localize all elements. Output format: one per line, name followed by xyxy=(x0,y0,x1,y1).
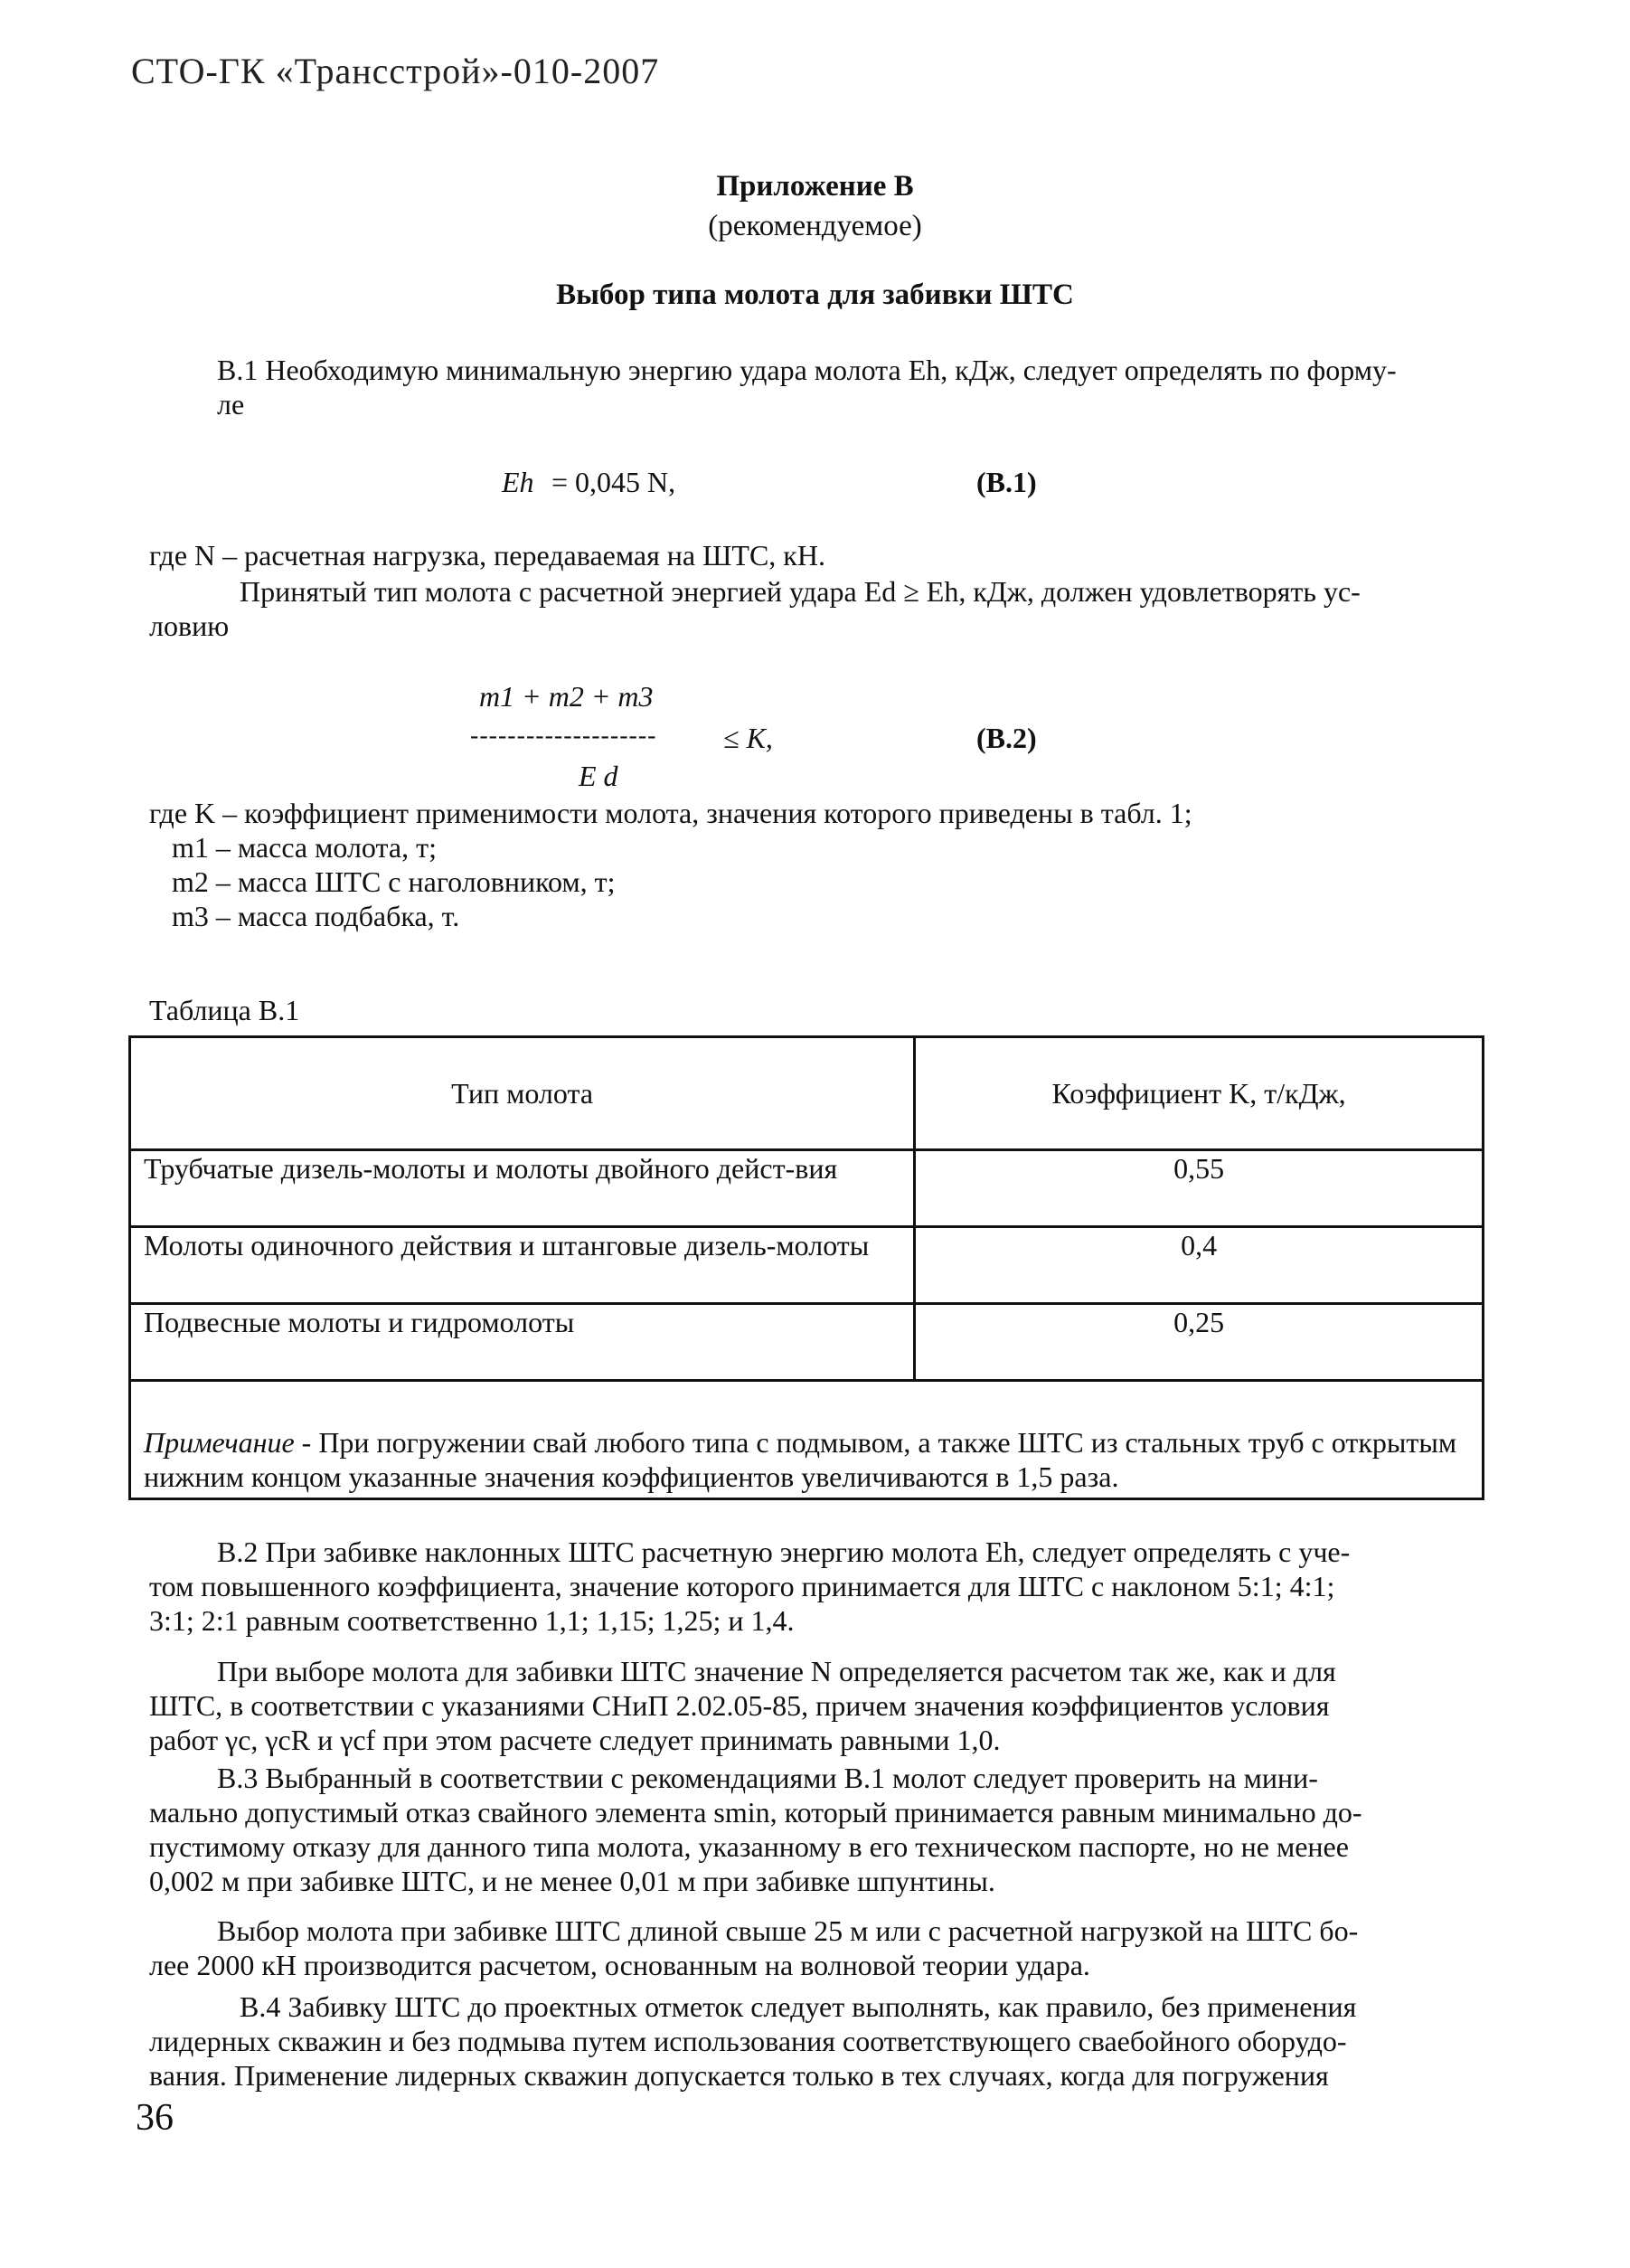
hammer-table xyxy=(128,1035,1484,1500)
where-k: где K – коэффициент применимости молота, значения которого приведены в табл. 1; xyxy=(149,797,1192,829)
eq2-denominator: E d xyxy=(579,760,618,792)
m2-definition: m2 – масса ШТС с наголовником, т; xyxy=(172,865,616,898)
paragraph-b4-line3: вания. Применение лидерных скважин допускается только в тех случаях, когда для погружения xyxy=(149,2059,1329,2092)
paragraph-b1-line1: В.1 Необходимую минимальную энергию удара молота Eh, кДж, следует определять по форму- xyxy=(217,354,1397,386)
paragraph-b2-line2: том повышенного коэффициента, значение которого принимается для ШТС с наклоном 5:1; 4:1; xyxy=(149,1570,1335,1602)
paragraph-choice-line3: работ γc, γcR и γcf при этом расчете следует принимать равными 1,0. xyxy=(149,1724,1001,1756)
eq1-number: (В.1) xyxy=(976,466,1037,498)
table-header-coefficient: Коэффициент K, т/кДж, xyxy=(915,1037,1484,1150)
paragraph-choice2-line1: Выбор молота при забивке ШТС длиной свыше 25 м или с расчетной нагрузкой на ШТС бо- xyxy=(217,1914,1359,1947)
paragraph-b4-line2: лидерных скважин и без подмыва путем использования соответствующего сваебойного оборудо- xyxy=(149,2025,1347,2057)
appendix-title: Приложение В xyxy=(716,170,914,203)
paragraph-b1-line2: ле xyxy=(217,388,245,421)
eq2-numerator: m1 + m2 + m3 xyxy=(479,680,654,713)
eq1-rhs: = 0,045 N, xyxy=(551,466,676,498)
paragraph-b3-line4: 0,002 м при забивке ШТС, и не менее 0,01 м при забивке шпунтины. xyxy=(149,1865,995,1897)
paragraph-choice2-line2: лее 2000 кН производится расчетом, основанным на волновой теории удара. xyxy=(149,1949,1090,1981)
table-header-row xyxy=(130,1037,1484,1150)
m3-definition: m3 – масса подбабка, т. xyxy=(172,900,460,932)
table-cell-type: Молоты одиночного действия и штанговые дизель-молоты xyxy=(130,1227,915,1304)
document-header: СТО-ГК «Трансстрой»-010-2007 xyxy=(131,51,660,91)
table-row xyxy=(130,1227,1484,1304)
eq2-fraction-bar: -------------------- xyxy=(470,722,657,750)
table-note-row xyxy=(130,1381,1484,1499)
table-caption: Таблица В.1 xyxy=(149,994,300,1026)
eq2-number: (В.2) xyxy=(976,722,1037,754)
where-n: где N – расчетная нагрузка, передаваемая на ШТС, кН. xyxy=(149,539,825,572)
table-row xyxy=(130,1304,1484,1381)
table-note xyxy=(130,1381,1484,1499)
eq1-lhs: Eh xyxy=(502,466,534,498)
appendix-heading: Выбор типа молота для забивки ШТС xyxy=(556,279,1074,311)
paragraph-b3-line1: В.3 Выбранный в соответствии с рекомендациями В.1 молот следует проверить на мини- xyxy=(217,1762,1318,1794)
table-note-label: Примечание - xyxy=(144,1426,312,1459)
appendix-status: (рекомендуемое) xyxy=(708,210,922,242)
paragraph-b3-line3: пустимому отказу для данного типа молота, указанному в его техническом паспорте, но не менее xyxy=(149,1830,1349,1863)
table-cell-type: Трубчатые дизель-молоты и молоты двойного дейст-вия xyxy=(130,1150,915,1227)
table-cell-type: Подвесные молоты и гидромолоты xyxy=(130,1304,915,1381)
paragraph-b2-line3: 3:1; 2:1 равным соответственно 1,1; 1,15; 1,25; и 1,4. xyxy=(149,1604,795,1637)
table-cell-k: 0,4 xyxy=(915,1227,1484,1304)
m1-definition: m1 – масса молота, т; xyxy=(172,831,437,864)
table-header-type: Тип молота xyxy=(130,1037,915,1150)
paragraph-b4-line1: В.4 Забивку ШТС до проектных отметок следует выполнять, как правило, без применения xyxy=(240,1990,1357,2023)
table-cell-k: 0,25 xyxy=(915,1304,1484,1381)
paragraph-b3-line2: мально допустимый отказ свайного элемента smin, который принимается равным минимально до- xyxy=(149,1796,1362,1829)
eq2-rhs: ≤ K, xyxy=(723,722,773,754)
page-number: 36 xyxy=(136,2097,174,2139)
accepted-line2: ловию xyxy=(149,610,230,642)
paragraph-choice-line1: При выборе молота для забивки ШТС значение N определяется расчетом так же, как и для xyxy=(217,1655,1336,1687)
paragraph-b2-line1: В.2 При забивке наклонных ШТС расчетную энергию молота Eh, следует определять с уче- xyxy=(217,1536,1351,1568)
accepted-line1: Принятый тип молота с расчетной энергией удара Ed ≥ Eh, кДж, должен удовлетворять ус- xyxy=(240,575,1361,608)
table-note-text: При погружении свай любого типа с подмывом, а также ШТС из стальных труб с открытым нижним концом указанные значения коэффициентов увеличиваются в 1,5 раза. xyxy=(144,1426,1457,1493)
table-row xyxy=(130,1150,1484,1227)
table-cell-k: 0,55 xyxy=(915,1150,1484,1227)
paragraph-choice-line2: ШТС, в соответствии с указаниями СНиП 2.02.05-85, причем значения коэффициентов условия xyxy=(149,1689,1330,1722)
